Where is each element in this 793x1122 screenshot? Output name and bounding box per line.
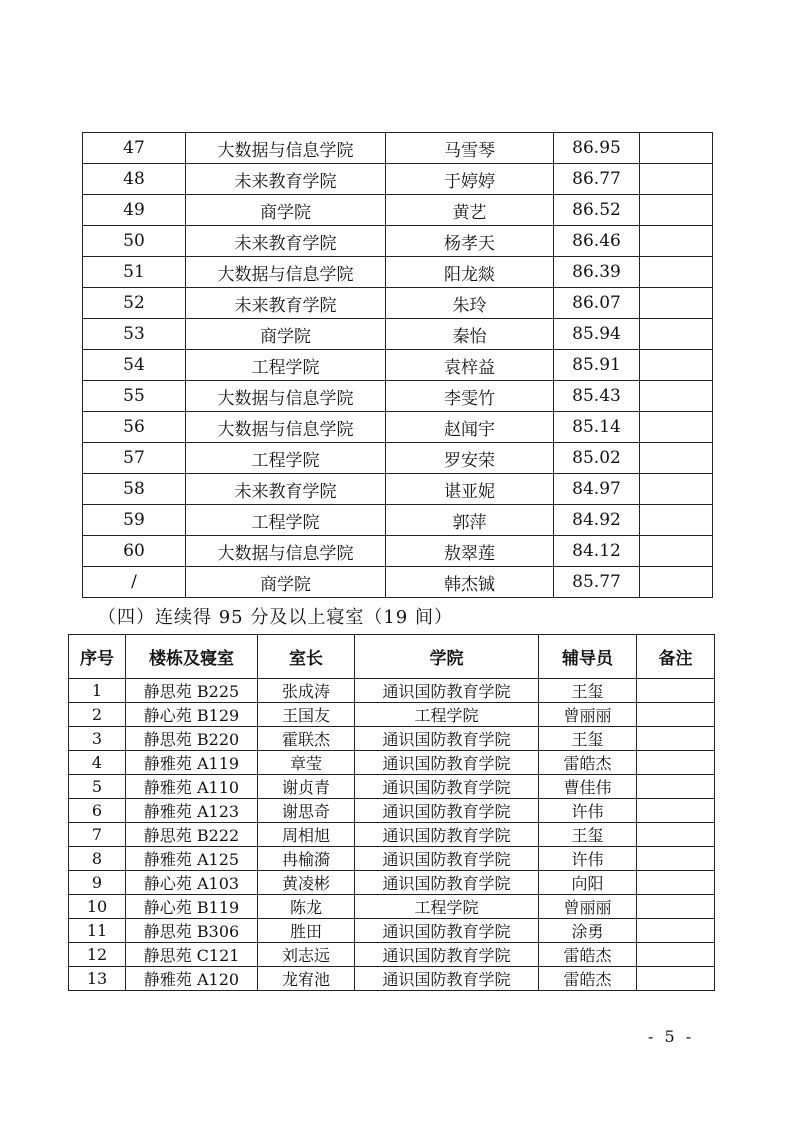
cell-room: 静雅苑 A110	[126, 775, 258, 799]
table-row	[69, 727, 715, 751]
cell-note	[637, 967, 715, 991]
cell-room: 静雅苑 A120	[126, 967, 258, 991]
cell-index: 5	[69, 775, 126, 799]
cell-rank: 53	[83, 319, 186, 350]
cell-score: 85.02	[554, 443, 640, 474]
cell-note	[637, 943, 715, 967]
cell-note	[640, 536, 713, 567]
cell-score: 85.43	[554, 381, 640, 412]
cell-leader: 龙宥池	[258, 967, 355, 991]
cell-note	[637, 727, 715, 751]
cell-name: 黄艺	[386, 195, 554, 226]
cell-leader: 刘志远	[258, 943, 355, 967]
cell-college: 通识国防教育学院	[355, 919, 539, 943]
table-row	[69, 775, 715, 799]
dormitory-table-body	[69, 679, 715, 991]
cell-college: 通识国防教育学院	[355, 847, 539, 871]
cell-counselor: 涂勇	[539, 919, 637, 943]
cell-note	[637, 919, 715, 943]
cell-college: 通识国防教育学院	[355, 775, 539, 799]
cell-score: 84.12	[554, 536, 640, 567]
cell-note	[637, 847, 715, 871]
table-row	[69, 871, 715, 895]
cell-counselor: 曹佳伟	[539, 775, 637, 799]
cell-college: 通识国防教育学院	[355, 823, 539, 847]
header-index: 序号	[69, 635, 126, 679]
cell-name: 谌亚妮	[386, 474, 554, 505]
cell-index: 6	[69, 799, 126, 823]
cell-rank: 60	[83, 536, 186, 567]
table-header-row	[69, 635, 715, 679]
cell-score: 86.52	[554, 195, 640, 226]
cell-counselor: 雷皓杰	[539, 943, 637, 967]
cell-name: 朱玲	[386, 288, 554, 319]
page-number: - 5 -	[648, 1027, 695, 1046]
cell-counselor: 王玺	[539, 679, 637, 703]
cell-note	[640, 412, 713, 443]
header-room: 楼栋及寝室	[126, 635, 258, 679]
cell-score: 86.39	[554, 257, 640, 288]
cell-room: 静思苑 B222	[126, 823, 258, 847]
table-row	[83, 536, 713, 567]
cell-college: 未来教育学院	[186, 226, 386, 257]
cell-score: 84.97	[554, 474, 640, 505]
cell-counselor: 向阳	[539, 871, 637, 895]
cell-score: 86.77	[554, 164, 640, 195]
cell-college: 大数据与信息学院	[186, 536, 386, 567]
cell-score: 86.07	[554, 288, 640, 319]
cell-counselor: 许伟	[539, 799, 637, 823]
cell-college: 通识国防教育学院	[355, 799, 539, 823]
cell-score: 85.14	[554, 412, 640, 443]
cell-college: 工程学院	[355, 703, 539, 727]
cell-note	[640, 505, 713, 536]
cell-leader: 谢思奇	[258, 799, 355, 823]
cell-college: 通识国防教育学院	[355, 871, 539, 895]
cell-name: 阳龙燚	[386, 257, 554, 288]
cell-college: 未来教育学院	[186, 164, 386, 195]
cell-leader: 陈龙	[258, 895, 355, 919]
table-row	[69, 847, 715, 871]
cell-name: 韩杰铖	[386, 567, 554, 598]
cell-name: 赵闻宇	[386, 412, 554, 443]
cell-index: 8	[69, 847, 126, 871]
cell-rank: 47	[83, 133, 186, 164]
cell-score: 86.95	[554, 133, 640, 164]
cell-note	[637, 679, 715, 703]
cell-rank: 55	[83, 381, 186, 412]
cell-leader: 周相旭	[258, 823, 355, 847]
cell-leader: 霍联杰	[258, 727, 355, 751]
cell-college: 大数据与信息学院	[186, 381, 386, 412]
cell-leader: 谢贞青	[258, 775, 355, 799]
cell-index: 7	[69, 823, 126, 847]
cell-college: 通识国防教育学院	[355, 967, 539, 991]
cell-index: 4	[69, 751, 126, 775]
cell-leader: 张成涛	[258, 679, 355, 703]
cell-college: 通识国防教育学院	[355, 943, 539, 967]
cell-index: 3	[69, 727, 126, 751]
header-counselor: 辅导员	[539, 635, 637, 679]
cell-room: 静思苑 B220	[126, 727, 258, 751]
cell-index: 1	[69, 679, 126, 703]
cell-note	[640, 350, 713, 381]
cell-rank: /	[83, 567, 186, 598]
cell-index: 10	[69, 895, 126, 919]
cell-note	[640, 288, 713, 319]
cell-name: 敖翠莲	[386, 536, 554, 567]
cell-index: 9	[69, 871, 126, 895]
cell-score: 86.46	[554, 226, 640, 257]
cell-note	[637, 751, 715, 775]
table-row	[83, 350, 713, 381]
cell-note	[640, 195, 713, 226]
cell-note	[640, 381, 713, 412]
cell-counselor: 曾丽丽	[539, 703, 637, 727]
cell-college: 工程学院	[186, 443, 386, 474]
cell-name: 罗安荣	[386, 443, 554, 474]
cell-room: 静雅苑 A123	[126, 799, 258, 823]
cell-note	[640, 164, 713, 195]
cell-rank: 59	[83, 505, 186, 536]
cell-name: 郭萍	[386, 505, 554, 536]
cell-score: 85.94	[554, 319, 640, 350]
cell-index: 11	[69, 919, 126, 943]
table-row	[69, 679, 715, 703]
cell-college: 商学院	[186, 319, 386, 350]
cell-score: 85.91	[554, 350, 640, 381]
table-row	[83, 443, 713, 474]
cell-room: 静思苑 C121	[126, 943, 258, 967]
cell-name: 秦怡	[386, 319, 554, 350]
cell-note	[637, 871, 715, 895]
cell-college: 未来教育学院	[186, 288, 386, 319]
section-heading: （四）连续得 95 分及以上寝室（19 间）	[98, 607, 453, 628]
cell-leader: 王国友	[258, 703, 355, 727]
header-leader: 室长	[258, 635, 355, 679]
cell-note	[640, 474, 713, 505]
ranking-table-body	[83, 133, 713, 598]
cell-leader: 黄凌彬	[258, 871, 355, 895]
cell-leader: 章莹	[258, 751, 355, 775]
cell-college: 大数据与信息学院	[186, 133, 386, 164]
cell-room: 静心苑 A103	[126, 871, 258, 895]
cell-note	[637, 775, 715, 799]
cell-rank: 54	[83, 350, 186, 381]
cell-room: 静思苑 B306	[126, 919, 258, 943]
header-college: 学院	[355, 635, 539, 679]
table-row	[83, 226, 713, 257]
cell-college: 未来教育学院	[186, 474, 386, 505]
table-row	[83, 288, 713, 319]
table-row	[69, 823, 715, 847]
cell-college: 通识国防教育学院	[355, 679, 539, 703]
table-row	[83, 381, 713, 412]
cell-name: 于婷婷	[386, 164, 554, 195]
table-row	[83, 505, 713, 536]
cell-room: 静思苑 B225	[126, 679, 258, 703]
header-note: 备注	[637, 635, 715, 679]
cell-score: 85.77	[554, 567, 640, 598]
cell-college: 工程学院	[186, 350, 386, 381]
cell-note	[640, 133, 713, 164]
table-row	[69, 943, 715, 967]
dormitory-table	[68, 634, 715, 991]
cell-note	[640, 319, 713, 350]
cell-college: 商学院	[186, 195, 386, 226]
cell-room: 静心苑 B129	[126, 703, 258, 727]
cell-rank: 52	[83, 288, 186, 319]
table-row	[69, 895, 715, 919]
cell-note	[637, 799, 715, 823]
cell-college: 通识国防教育学院	[355, 751, 539, 775]
table-row	[83, 133, 713, 164]
cell-college: 工程学院	[186, 505, 386, 536]
cell-note	[637, 703, 715, 727]
cell-rank: 49	[83, 195, 186, 226]
cell-note	[640, 567, 713, 598]
table-row	[83, 319, 713, 350]
cell-rank: 48	[83, 164, 186, 195]
cell-name: 杨孝天	[386, 226, 554, 257]
table-row	[83, 412, 713, 443]
table-row	[83, 567, 713, 598]
cell-rank: 51	[83, 257, 186, 288]
cell-note	[640, 443, 713, 474]
cell-index: 13	[69, 967, 126, 991]
cell-note	[637, 895, 715, 919]
cell-leader: 冉榆漪	[258, 847, 355, 871]
cell-score: 84.92	[554, 505, 640, 536]
cell-room: 静雅苑 A119	[126, 751, 258, 775]
cell-name: 李雯竹	[386, 381, 554, 412]
cell-name: 袁梓益	[386, 350, 554, 381]
cell-index: 12	[69, 943, 126, 967]
cell-rank: 50	[83, 226, 186, 257]
cell-college: 商学院	[186, 567, 386, 598]
cell-rank: 57	[83, 443, 186, 474]
cell-college: 工程学院	[355, 895, 539, 919]
table-row	[83, 195, 713, 226]
cell-note	[637, 823, 715, 847]
cell-rank: 56	[83, 412, 186, 443]
cell-counselor: 雷皓杰	[539, 967, 637, 991]
cell-rank: 58	[83, 474, 186, 505]
table-row	[83, 474, 713, 505]
cell-college: 通识国防教育学院	[355, 727, 539, 751]
cell-note	[640, 257, 713, 288]
cell-room: 静雅苑 A125	[126, 847, 258, 871]
cell-note	[640, 226, 713, 257]
cell-counselor: 许伟	[539, 847, 637, 871]
cell-counselor: 曾丽丽	[539, 895, 637, 919]
cell-counselor: 雷皓杰	[539, 751, 637, 775]
cell-counselor: 王玺	[539, 823, 637, 847]
cell-college: 大数据与信息学院	[186, 412, 386, 443]
table-row	[83, 257, 713, 288]
table-row	[69, 799, 715, 823]
table-row	[69, 967, 715, 991]
table-row	[69, 751, 715, 775]
cell-leader: 胜田	[258, 919, 355, 943]
cell-room: 静心苑 B119	[126, 895, 258, 919]
table-row	[83, 164, 713, 195]
cell-college: 大数据与信息学院	[186, 257, 386, 288]
cell-name: 马雪琴	[386, 133, 554, 164]
ranking-table	[82, 132, 713, 598]
cell-index: 2	[69, 703, 126, 727]
cell-counselor: 王玺	[539, 727, 637, 751]
table-row	[69, 919, 715, 943]
table-row	[69, 703, 715, 727]
